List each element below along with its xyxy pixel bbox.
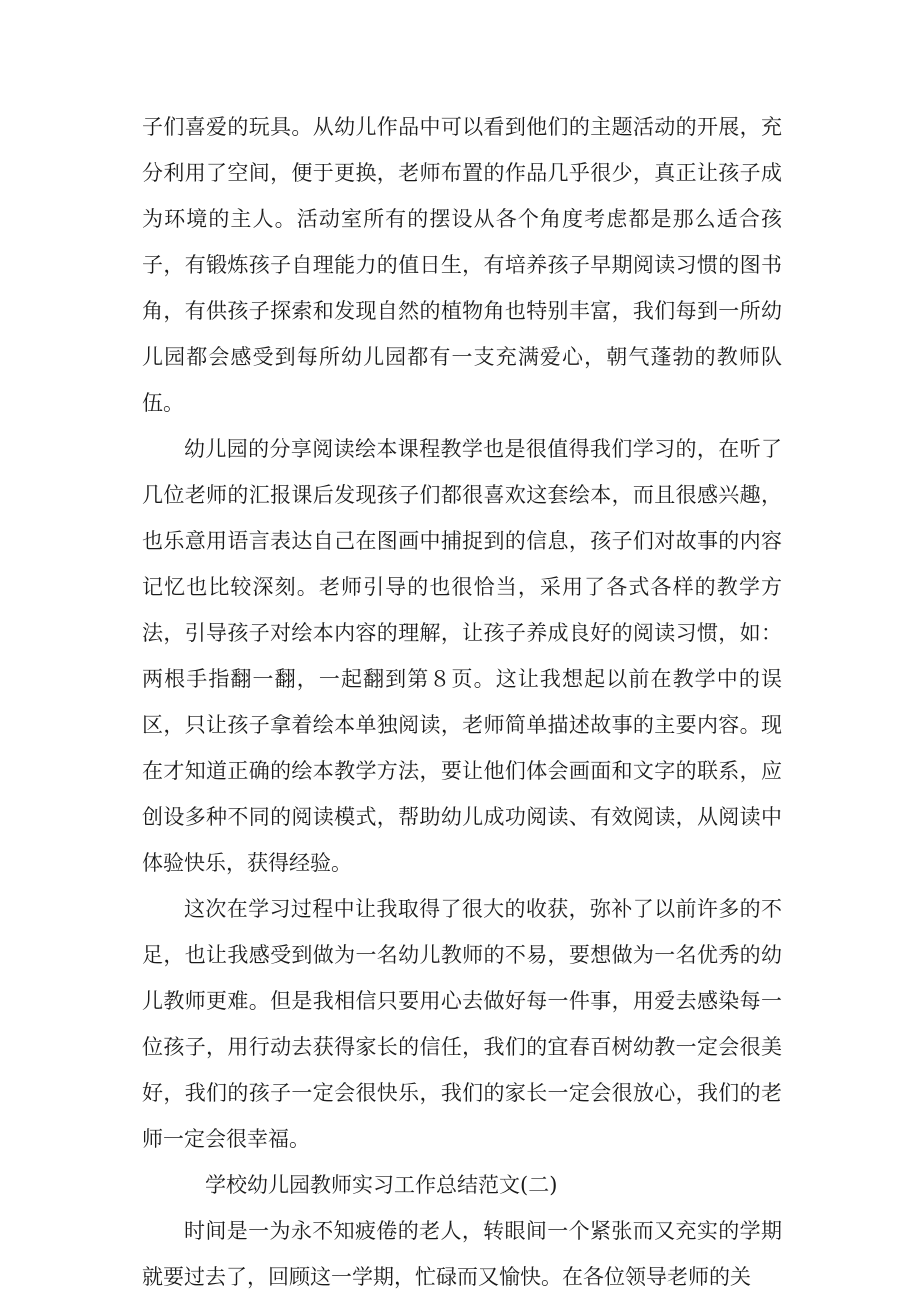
paragraph-picture-book-reading: 幼儿园的分享阅读绘本课程教学也是很值得我们学习的，在听了几位老师的汇报课后发现孩子们都很喜欢这套绘本，而且很感兴趣，也乐意用语言表达自己在图画中捕捉到的信息，孩子们对故事的内容记忆也比较深刻。老师引导的也很恰当，采用了各式各样的教学方法，引导孩子对绘本内容的理解，让孩子养成良好的阅读习惯，如：两根手指翻一翻，一起翻到第８页。这让我想起以前在教学中的误区，只让孩子拿着绘本单独阅读，老师简单描述故事的主要内容。现在才知道正确的绘本教学方法，要让他们体会画面和文字的联系，应创设多种不同的阅读模式，帮助幼儿成功阅读、有效阅读，从阅读中体验快乐，获得经验。 <box>142 437 782 875</box>
section-title: 学校幼儿园教师实习工作总结范文(二) <box>205 1173 558 1197</box>
paragraph-learning-gains: 这次在学习过程中让我取得了很大的收获，弥补了以前许多的不足，也让我感受到做为一名幼儿教师的不易，要想做为一名优秀的幼儿教师更难。但是我相信只要用心去做好每一件事，用爱去感染每一位孩子，用行动去获得家长的信任，我们的宜春百树幼教一定会很美好，我们的孩子一定会很快乐，我们的家长一定会很放心，我们的老师一定会很幸福。 <box>142 897 782 1151</box>
paragraph-continuation: 子们喜爱的玩具。从幼儿作品中可以看到他们的主题活动的开展，充分利用了空间，便于更换，老师布置的作品几乎很少，真正让孩子成为环境的主人。活动室所有的摆设从各个角度考虑都是那么适合孩子，有锻炼孩子自理能力的值日生，有培养孩子早期阅读习惯的图书角，有供孩子探索和发现自然的植物角也特别丰富，我们每到一所幼儿园都会感受到每所幼儿园都有一支充满爱心，朝气蓬勃的教师队伍。 <box>142 115 782 415</box>
document-body <box>142 104 782 1300</box>
paragraph-semester-review: 时间是一为永不知疲倦的老人，转眼间一个紧张而又充实的学期就要过去了，回顾这一学期，忙碌而又愉快。在各位领导老师的关 <box>142 1219 782 1289</box>
